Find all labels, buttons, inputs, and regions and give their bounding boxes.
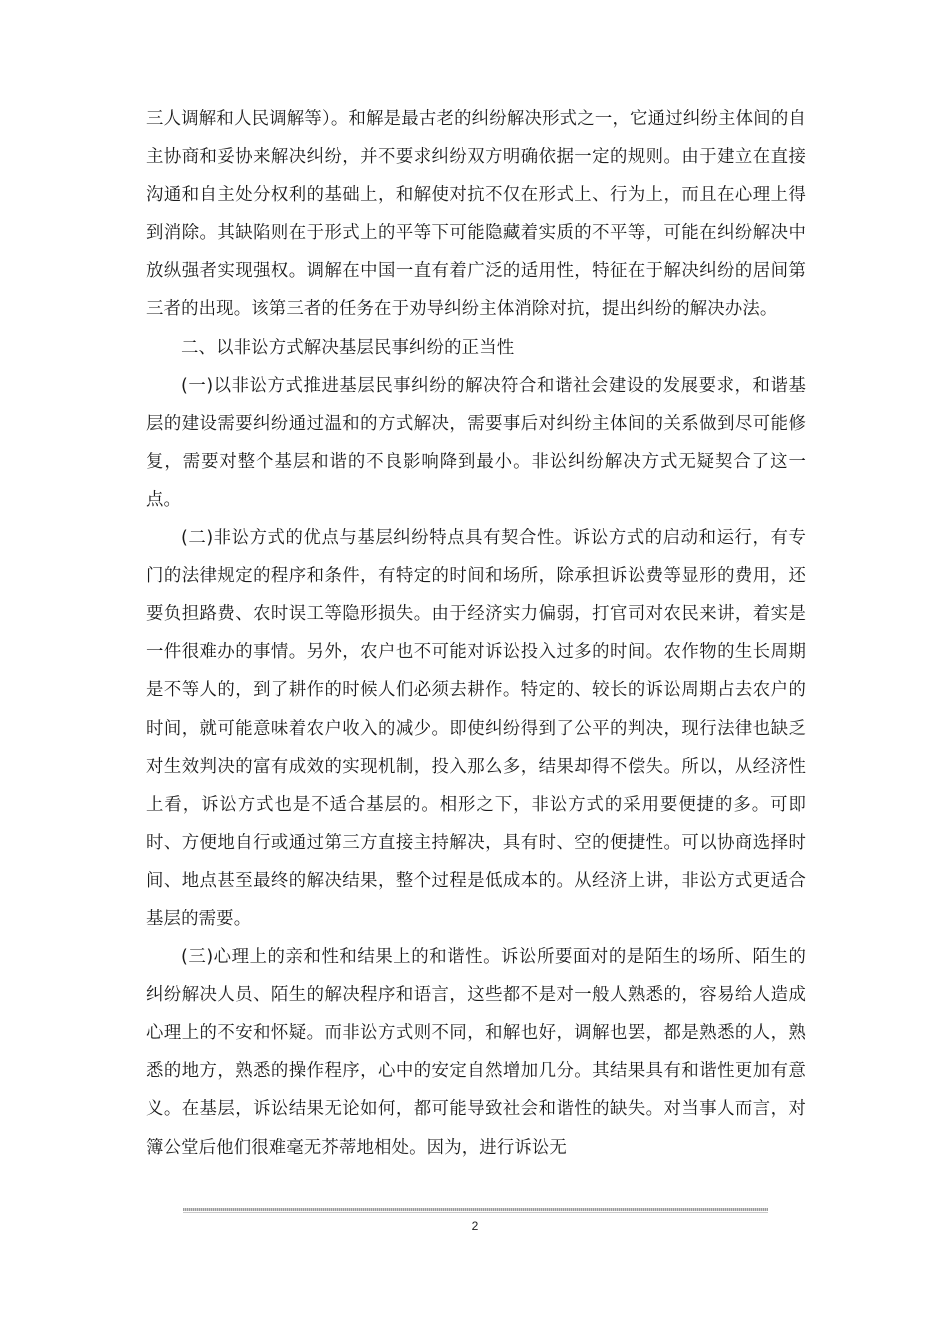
- paragraph-point-2: (二)非讼方式的优点与基层纠纷特点具有契合性。诉讼方式的启动和运行，有专门的法律规定的程序和条件，有特定的时间和场所，除承担诉讼费等显形的费用，还要负担路费、农时误工等隐形损失。由于经济实力偏弱，打官司对农民来讲，着实是一件很难办的事情。另外，农户也不可能对诉讼投入过多的时间。农作物的生长周期是不等人的，到了耕作的时候人们必须去耕作。特定的、较长的诉讼周期占去农户的时间，就可能意味着农户收入的减少。即使纠纷得到了公平的判决，现行法律也缺乏对生效判决的富有成效的实现机制，投入那么多，结果却得不偿失。所以，从经济性上看，诉讼方式也是不适合基层的。相形之下，非讼方式的采用要便捷的多。可即时、方便地自行或通过第三方直接主持解决，具有时、空的便捷性。可以协商选择时间、地点甚至最终的解决结果，整个过程是低成本的。从经济上讲，非讼方式更适合基层的需要。: [146, 528, 806, 929]
- paragraph-point-3: (三)心理上的亲和性和结果上的和谐性。诉讼所要面对的是陌生的场所、陌生的纠纷解决人员、陌生的解决程序和语言，这些都不是对一般人熟悉的，容易给人造成心理上的不安和怀疑。而非讼方式则不同，和解也好，调解也罢，都是熟悉的人，熟悉的地方，熟悉的操作程序，心中的安定自然增加几分。其结果具有和谐性更加有意义。在基层，诉讼结果无论如何，都可能导致社会和谐性的缺失。对当事人而言，对簿公堂后他们很难毫无芥蒂地相处。因为，进行诉讼无: [146, 947, 806, 1158]
- section-heading: 二、以非讼方式解决基层民事纠纷的正当性: [181, 337, 515, 358]
- paragraph-continuation: 三人调解和人民调解等）。和解是最古老的纠纷解决形式之一，它通过纠纷主体间的自主协商和妥协来解决纠纷，并不要求纠纷双方明确依据一定的规则。由于建立在直接沟通和自主处分权利的基础上，和解使对抗不仅在形式上、行为上，而且在心理上得到消除。其缺陷则在于形式上的平等下可能隐藏着实质的不平等，可能在纠纷解决中放纵强者实现强权。调解在中国一直有着广泛的适用性，特征在于解决纠纷的居间第三者的出现。该第三者的任务在于劝导纠纷主体消除对抗，提出纠纷的解决办法。: [146, 109, 806, 320]
- paragraph-point-1: (一)以非讼方式推进基层民事纠纷的解决符合和谐社会建设的发展要求，和谐基层的建设需要纠纷通过温和的方式解决，需要事后对纠纷主体间的关系做到尽可能修复，需要对整个基层和谐的不良影响降到最小。非讼纠纷解决方式无疑契合了这一点。: [146, 375, 806, 510]
- document-body: [146, 100, 806, 1167]
- footer-divider-underline: [183, 1212, 768, 1213]
- page-number: 2: [471, 1219, 479, 1233]
- footer-divider: [183, 1208, 768, 1211]
